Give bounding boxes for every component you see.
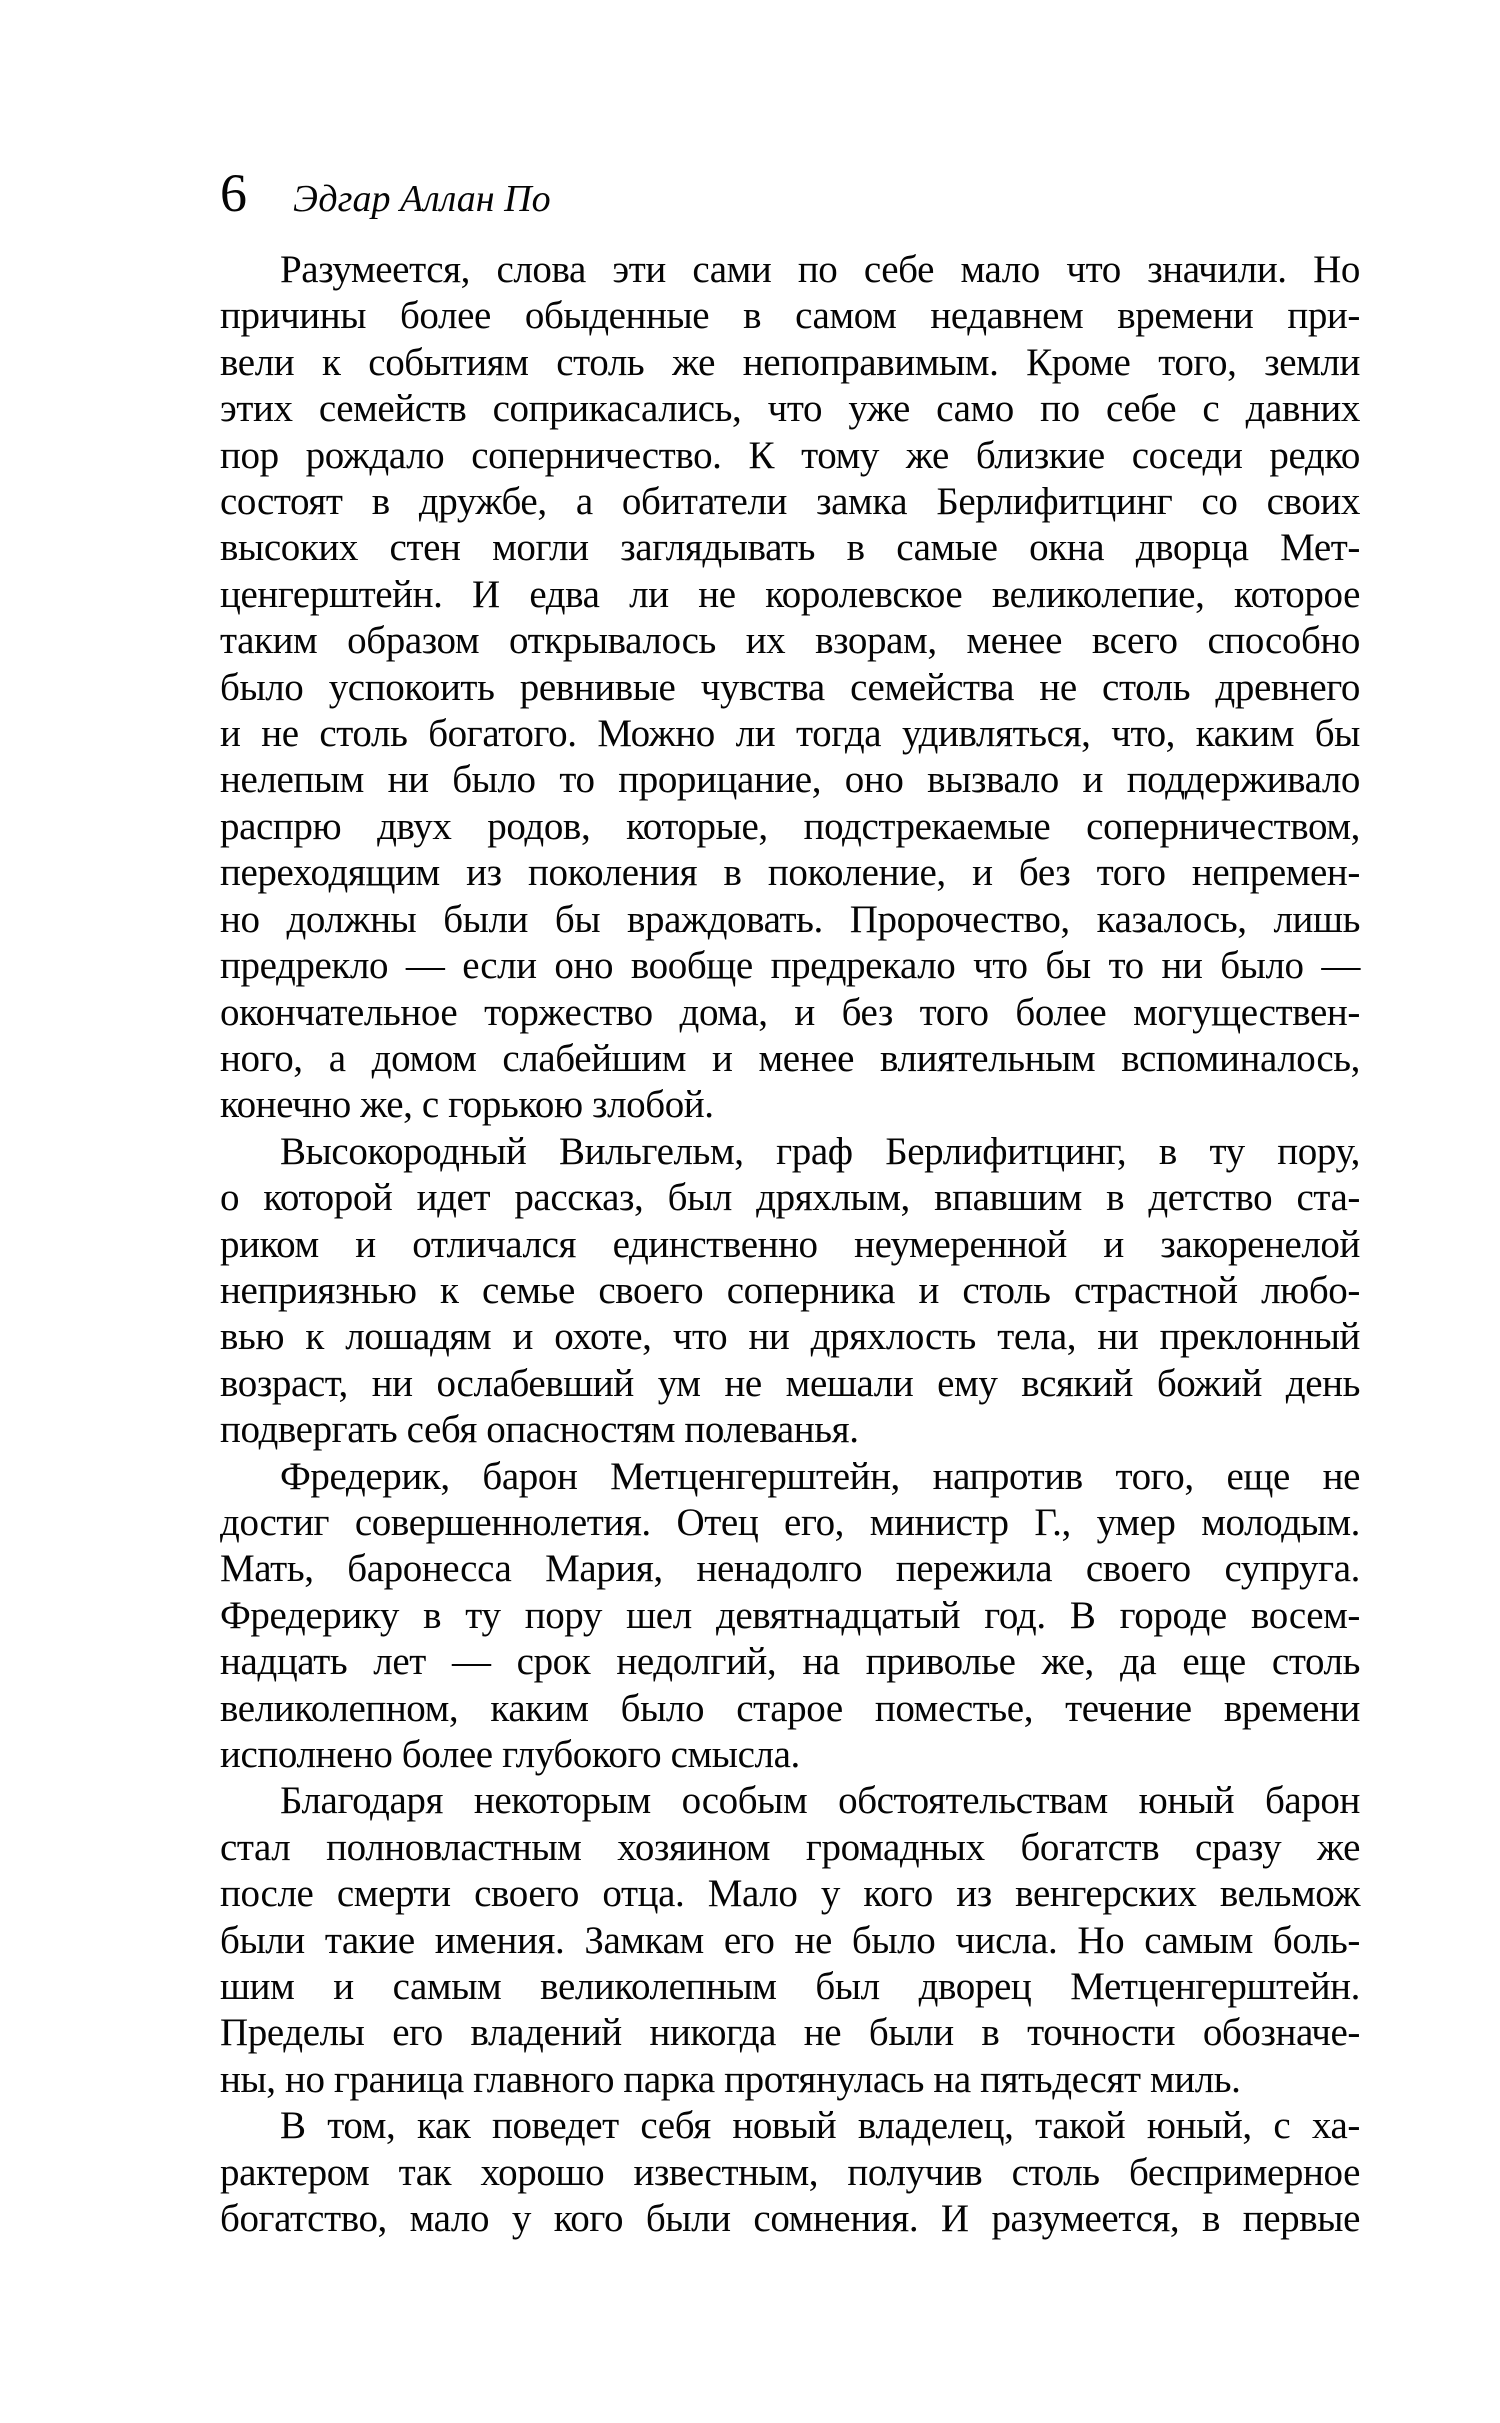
paragraph — [220, 2103, 1360, 2242]
running-header — [220, 163, 551, 223]
text-line: конечно же, с горькою злобой. — [220, 1083, 714, 1127]
text-line: рактером так хорошо известным, получив столь беспримерное — [220, 2150, 1360, 2194]
text-line: таким образом открывалось их взорам, менее всего способно — [220, 619, 1360, 663]
text-line: вели к событиям столь же непоправимым. Кроме того, земли — [220, 340, 1360, 384]
text-line: предрекло — если оно вообще предрекало что бы то ни было — — [220, 944, 1360, 988]
page-number: 6 — [220, 163, 247, 223]
text-line: достиг совершеннолетия. Отец его, министр Г., умер молодым. — [220, 1500, 1360, 1544]
text-line: Разумеется, слова эти сами по себе мало что значили. Но — [280, 248, 1360, 291]
text-line: Фредерику в ту пору шел девятнадцатый год. В городе восем- — [220, 1593, 1360, 1637]
text-line: Пределы его владений никогда не были в точности обозначе- — [220, 2011, 1360, 2055]
paragraph — [220, 247, 1360, 1129]
text-line: ны, но граница главного парка протянулась на пятьдесят миль. — [220, 2057, 1241, 2101]
text-line: переходящим из поколения в поколение, и без того непремен- — [220, 851, 1360, 895]
text-line: но должны были бы враждовать. Пророчество, казалось, лишь — [220, 897, 1360, 941]
text-line: причины более обыденные в самом недавнем времени при- — [220, 294, 1360, 338]
text-line: Мать, баронесса Мария, ненадолго пережила своего супруга. — [220, 1547, 1360, 1591]
text-line: Благодаря некоторым особым обстоятельствам юный барон — [280, 1779, 1360, 1823]
text-line: состоят в дружбе, а обитатели замка Берлифитцинг со своих — [220, 480, 1360, 524]
text-line: и не столь богатого. Можно ли тогда удивляться, что, каким бы — [220, 712, 1360, 756]
text-line: возраст, ни ослабевший ум не мешали ему всякий божий день — [220, 1361, 1360, 1405]
text-line: риком и отличался единственно неумеренной и закоренелой — [220, 1222, 1360, 1266]
text-line: шим и самым великолепным был дворец Метценгерштейн. — [220, 1965, 1360, 2009]
text-line: пор рождало соперничество. К тому же близкие соседи редко — [220, 433, 1360, 477]
text-line: после смерти своего отца. Мало у кого из венгерских вельмож — [220, 1872, 1360, 1916]
paragraph — [220, 1129, 1360, 1454]
text-line: Высокородный Вильгельм, граф Берлифитцинг, в ту пору, — [280, 1129, 1360, 1173]
text-line: неприязнью к семье своего соперника и столь страстной любо- — [220, 1268, 1360, 1312]
text-line: ного, а домом слабейшим и менее влиятельным вспоминалось, — [220, 1036, 1360, 1080]
text-line: окончательное торжество дома, и без того более могуществен- — [220, 990, 1360, 1034]
text-line: богатство, мало у кого были сомнения. И разумеется, в первые — [220, 2197, 1360, 2241]
text-line: вью к лошадям и охоте, что ни дряхлость тела, ни преклонный — [220, 1315, 1360, 1359]
text-line: высоких стен могли заглядывать в самые окна дворца Мет- — [220, 526, 1360, 570]
text-line: стал полновластным хозяином громадных богатств сразу же — [220, 1825, 1360, 1869]
text-line: было успокоить ревнивые чувства семейства не столь древнего — [220, 665, 1360, 709]
text-line: В том, как поведет себя новый владелец, такой юный, с ха- — [280, 2104, 1360, 2148]
text-line: о которой идет рассказ, был дряхлым, впавшим в детство ста- — [220, 1176, 1360, 1220]
text-line: ценгерштейн. И едва ли не королевское великолепие, которое — [220, 572, 1360, 616]
paragraph — [220, 1778, 1360, 2103]
running-header-author: Эдгар Аллан По — [293, 178, 551, 220]
text-line: подвергать себя опасностям полеванья. — [220, 1408, 859, 1452]
text-line: Фредерик, барон Метценгерштейн, напротив того, еще не — [280, 1454, 1360, 1498]
text-line: были такие имения. Замкам его не было числа. Но самым боль- — [220, 1918, 1360, 1962]
text-line: нелепым ни было то прорицание, оно вызвало и поддерживало — [220, 758, 1360, 802]
paragraph — [220, 1454, 1360, 1779]
text-line: этих семейств соприкасались, что уже само по себе с давних — [220, 387, 1360, 431]
text-line: распрю двух родов, которые, подстрекаемые соперничеством, — [220, 804, 1360, 848]
text-line: надцать лет — срок недолгий, на приволье же, да еще столь — [220, 1640, 1360, 1684]
page-body — [220, 247, 1360, 2242]
text-line: великолепном, каким было старое поместье, течение времени — [220, 1686, 1360, 1730]
text-line: исполнено более глубокого смысла. — [220, 1733, 800, 1776]
